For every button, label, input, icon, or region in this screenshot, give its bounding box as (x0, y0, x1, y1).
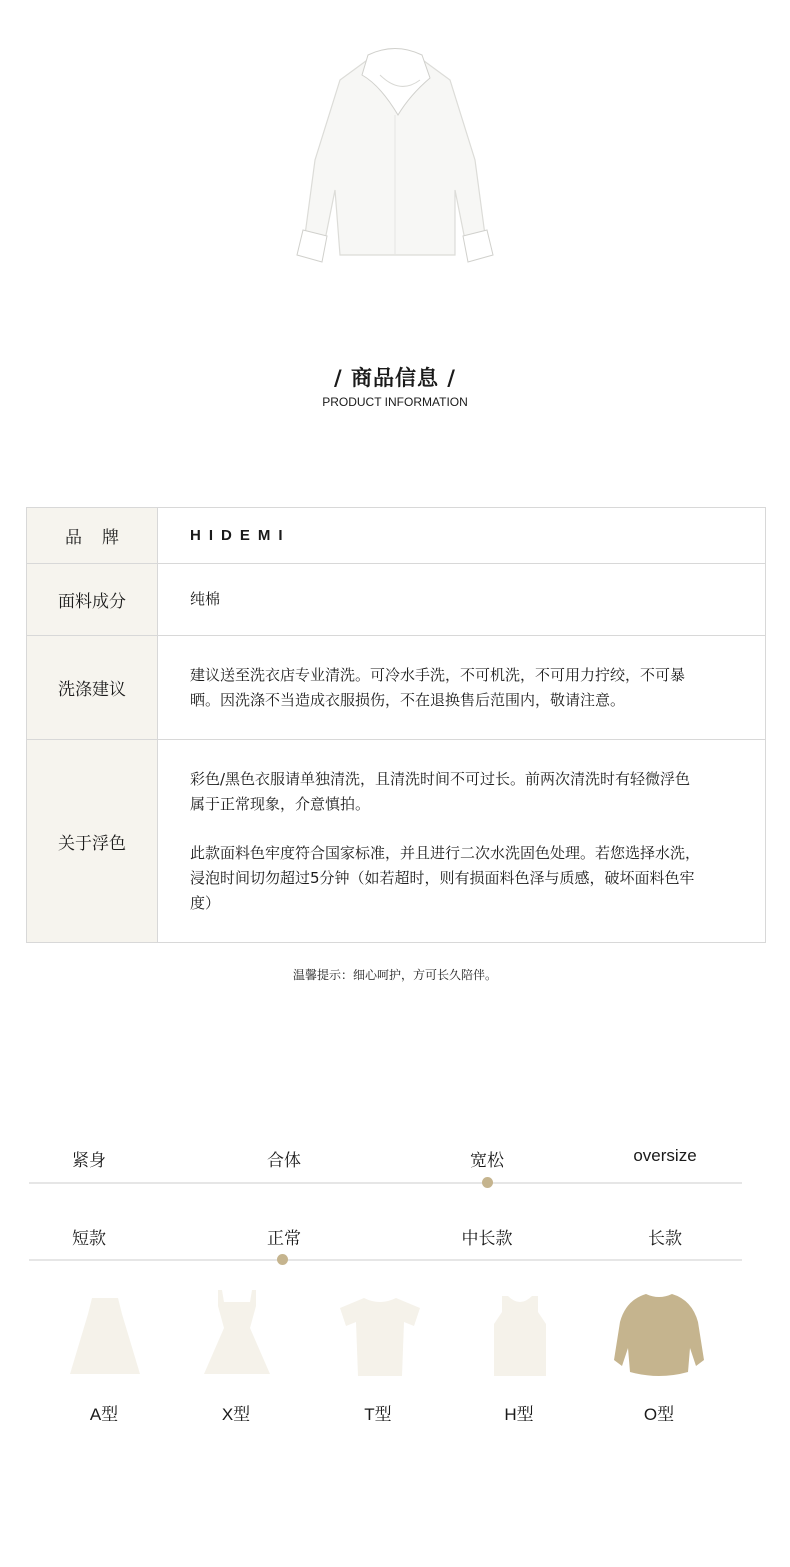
fit-selected-dot (482, 1177, 493, 1188)
color-bleed-line: 此款面料色牢度符合国家标准，并且进行二次水洗固色处理。若您选择水洗， (190, 843, 701, 862)
color-bleed-line: 度） (190, 893, 221, 912)
o-line-silhouette-icon (612, 1292, 706, 1378)
table-value (158, 508, 765, 563)
h-line-silhouette-icon (490, 1294, 550, 1378)
length-scale-line (29, 1259, 742, 1261)
table-row-color-bleed (27, 739, 765, 942)
color-bleed-line: 彩色/黑色衣服请单独清洗，且清洗时间不可过长。前两次清洗时有轻微浮色 (190, 769, 691, 788)
fit-option: 合体 (267, 1151, 301, 1171)
silhouette-label-a: A型 (89, 1405, 119, 1424)
table-row-brand (27, 508, 765, 563)
spacer (190, 817, 743, 841)
fit-option: 宽松 (470, 1151, 504, 1171)
table-label (27, 508, 158, 563)
brand-label: 品牌 (65, 528, 139, 548)
a-line-silhouette-icon (66, 1294, 144, 1378)
fit-scale-line (29, 1182, 742, 1184)
silhouette-label-t: T型 (364, 1405, 392, 1424)
table-value (158, 564, 765, 635)
table-value (158, 740, 765, 942)
fit-option: oversize (633, 1146, 697, 1165)
fit-option: 紧身 (72, 1151, 106, 1171)
product-image (270, 40, 520, 270)
table-label: 洗涤建议 (27, 636, 158, 739)
t-line-silhouette-icon (338, 1296, 422, 1378)
product-info-table (26, 507, 766, 943)
silhouette-label-h: H型 (504, 1405, 534, 1424)
care-tip: 温馨提示：细心呵护，方可长久陪伴。 (292, 968, 497, 982)
length-option: 短款 (72, 1229, 106, 1249)
x-line-silhouette-icon (198, 1288, 276, 1378)
fabric-value: 纯棉 (190, 590, 221, 608)
table-row-washing (27, 635, 765, 739)
table-row-fabric (27, 563, 765, 635)
length-option: 长款 (648, 1229, 682, 1249)
section-title: / 商品信息 / (334, 366, 456, 390)
washing-line: 晒。因洗涤不当造成衣服损伤，不在退换售后范围内，敬请注意。 (190, 690, 626, 709)
color-bleed-line: 属于正常现象，介意慎拍。 (190, 794, 371, 813)
length-selected-dot (277, 1254, 288, 1265)
silhouette-label-o: O型 (643, 1405, 675, 1424)
washing-line: 建议送至洗衣店专业清洗。可冷水手洗，不可机洗，不可用力拧绞，不可暴 (190, 665, 686, 684)
table-label: 关于浮色 (27, 740, 158, 942)
section-subtitle: PRODUCT INFORMATION (322, 395, 468, 409)
silhouette-label-x: X型 (221, 1405, 251, 1424)
brand-value: HIDEMI (190, 527, 291, 544)
table-label: 面料成分 (27, 564, 158, 635)
length-option: 中长款 (461, 1229, 513, 1249)
table-value (158, 636, 765, 739)
length-option: 正常 (267, 1229, 301, 1249)
color-bleed-line: 浸泡时间切勿超过5分钟（如若超时，则有损面料色泽与质感，破坏面料色牢 (190, 868, 695, 887)
